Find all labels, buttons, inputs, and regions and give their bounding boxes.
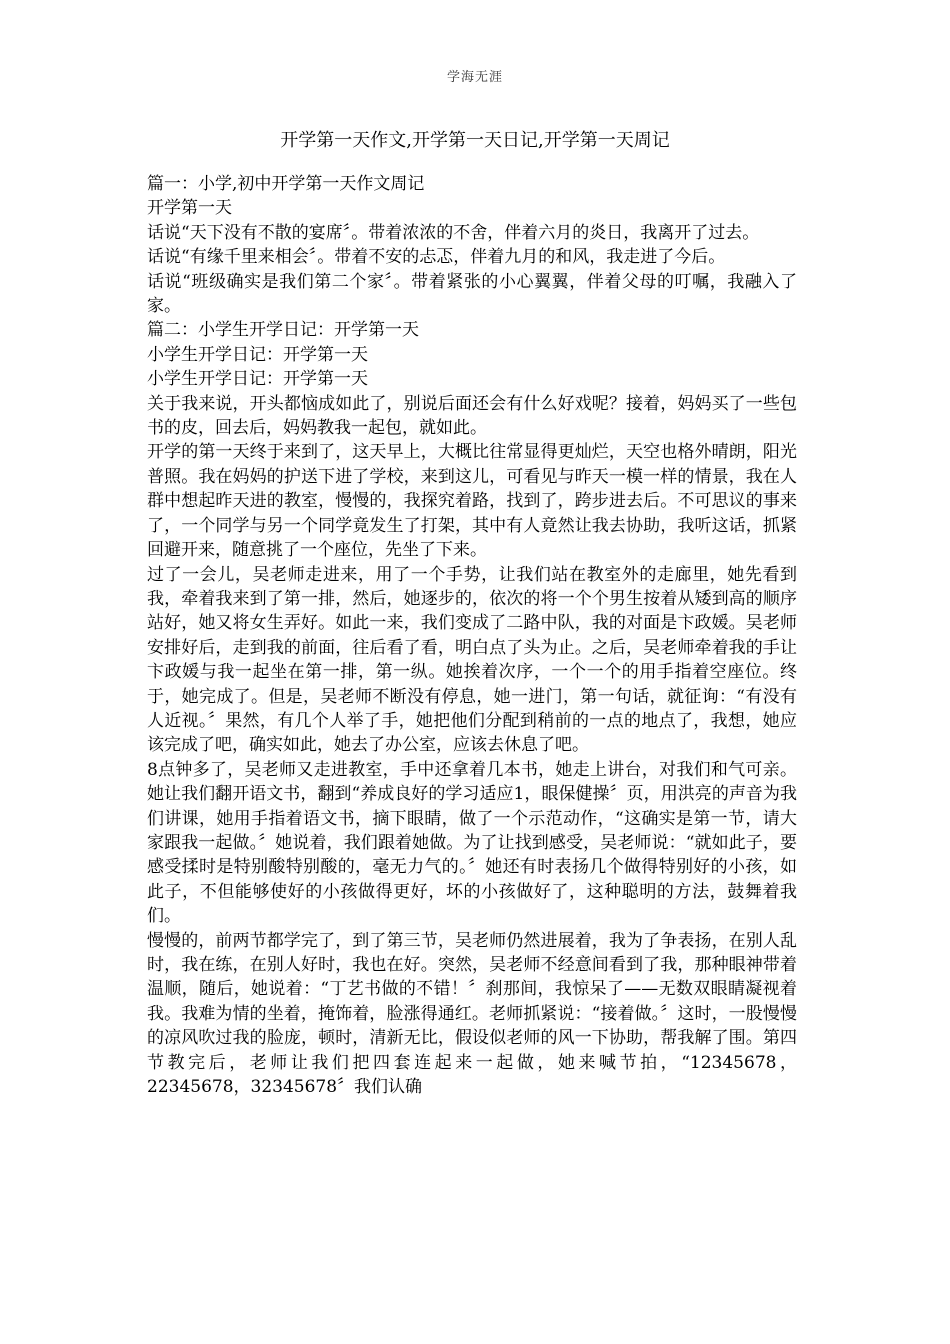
paragraph: 话说“班级确实是我们第二个家〞。带着紧张的小心翼翼，伴着父母的叮嘱，我融入了家。 xyxy=(147,271,797,317)
subheading: 小学生开学日记：开学第一天 xyxy=(147,344,368,365)
paragraph: 话说“天下没有不散的宴席〞。带着浓浓的不舍，伴着六月的炎日，我离开了过去。 xyxy=(147,222,760,243)
document-title: 开学第一天作文,开学第一天日记,开学第一天周记 xyxy=(280,130,670,151)
paragraph: 关于我来说，开头都恼成如此了，别说后面还会有什么好戏呢？接着，妈妈买了一些包书的皮，回去后，妈妈教我一起包，就如此。 xyxy=(147,393,797,439)
subheading: 开学第一天 xyxy=(147,198,232,219)
paragraph: 话说“有缘千里来相会〞。带着不安的忐忑，伴着九月的和风，我走进了今后。 xyxy=(147,247,726,268)
page-header: 学海无涯 xyxy=(446,70,503,85)
section-heading: 篇二：小学生开学日记：开学第一天 xyxy=(147,320,419,341)
paragraph: 慢慢的，前两节都学完了，到了第三节，吴老师仍然进展着，我为了争表扬，在别人乱时，我在练，在别人好时，我也在好。突然，吴老师不经意间看到了我，那种眼神带着温顺，随后，她说着：“丁艺书做的不错！〞刹那间，我惊呆了——无数双眼睛凝视着我。我难为情的坐着，掩饰着，脸涨得通红。老师抓紧说：“接着做。〞这时，一股慢慢的凉风吹过我的脸庞，顿时，清新无比，假设似老师的风一下协助，帮我解了围。第四节教完后，老师让我们把四套连起来一起做，她来喊节拍，“12345678，22345678，32345678〞我们认确 xyxy=(147,930,797,1098)
paragraph: 过了一会儿，吴老师走进来，用了一个手势，让我们站在教室外的走廊里，她先看到我，牵着我来到了第一排，然后，她逐步的，依次的将一个个男生按着从矮到高的顺序站好，她又将女生弄好。如此一来，我们变成了二路中队，我的对面是卞政媛。吴老师安排好后，走到我的前面，往后看了看，明白点了头为止。之后，吴老师牵着我的手让卞政媛与我一起坐在第一排，第一纵。她挨着次序，一个一个的用手指着空座位。终于，她完成了。但是，吴老师不断没有停息，她一进门，第一句话，就征询：“有没有人近视。〞果然，有几个人举了手，她把他们分配到稍前的一点的地点了，我想，她应该完成了吧，确实如此，她去了办公室，应该去休息了吧。 xyxy=(147,564,797,756)
section-heading: 篇一：小学,初中开学第一天作文周记 xyxy=(147,174,425,194)
document-body xyxy=(147,172,797,1099)
subheading: 小学生开学日记：开学第一天 xyxy=(147,369,368,390)
paragraph: 开学的第一天终于来到了，这天早上，大概比往常显得更灿烂，天空也格外晴朗，阳光普照。我在妈妈的护送下进了学校，来到这儿，可看见与昨天一模一样的情景，我在人群中想起昨天进的教室，慢慢的，我探究着路，找到了，跨步进去后。不可思议的事来了，一个同学与另一个同学竟发生了打架，其中有人竟然让我去协助，我听这话，抓紧回避开来，随意挑了一个座位，先坐了下来。 xyxy=(147,442,797,561)
paragraph: 8点钟多了，吴老师又走进教室，手中还拿着几本书，她走上讲台，对我们和气可亲。她让我们翻开语文书，翻到“养成良好的学习适应1，眼保健操〞页，用洪亮的声音为我们讲课，她用手指着语文书，摘下眼睛，做了一个示范动作，“这确实是第一节，请大家跟我一起做。〞她说着，我们跟着她做。为了让找到感受，吴老师说：“就如此子，要感受揉时是特别酸特别酸的，毫无力气的。〞她还有时表扬几个做得特别好的小孩，如此子，不但能够使好的小孩做得更好，坏的小孩做好了，这种聪明的方法，鼓舞着我们。 xyxy=(147,759,797,927)
